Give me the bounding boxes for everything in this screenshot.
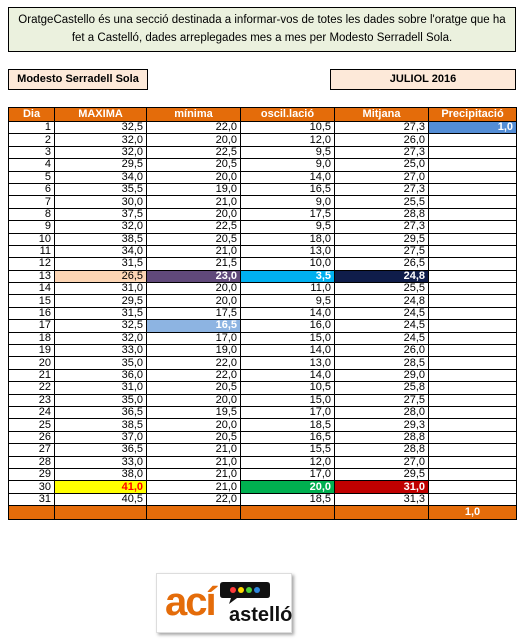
cell-max: 32,0 — [55, 146, 147, 158]
cell-precipitation — [429, 394, 517, 406]
cell-max: 33,0 — [55, 345, 147, 357]
cell-min: 20,0 — [147, 134, 241, 146]
cell-oscillation: 16,5 — [241, 431, 335, 443]
cell-precipitation: 1,0 — [429, 122, 517, 134]
cell-mean: 25,8 — [335, 382, 429, 394]
table-row — [9, 357, 517, 369]
cell-day: 6 — [9, 183, 55, 195]
totals-blank — [147, 506, 241, 520]
cell-mean: 27,0 — [335, 171, 429, 183]
cell-oscillation: 15,0 — [241, 332, 335, 344]
cell-mean: 25,0 — [335, 159, 429, 171]
cell-precipitation — [429, 320, 517, 332]
cell-oscillation: 9,5 — [241, 295, 335, 307]
cell-min: 22,0 — [147, 369, 241, 381]
cell-precipitation — [429, 431, 517, 443]
cell-day: 12 — [9, 258, 55, 270]
table-row — [9, 382, 517, 394]
cell-min: 17,0 — [147, 332, 241, 344]
cell-max: 31,0 — [55, 382, 147, 394]
cell-max: 40,5 — [55, 493, 147, 505]
cell-precipitation — [429, 332, 517, 344]
cell-max: 29,5 — [55, 295, 147, 307]
cell-min: 20,5 — [147, 382, 241, 394]
table-row — [9, 233, 517, 245]
cell-max: 31,5 — [55, 258, 147, 270]
table-row — [9, 444, 517, 456]
cell-precipitation — [429, 406, 517, 418]
cell-mean: 29,5 — [335, 468, 429, 480]
table-row — [9, 468, 517, 480]
cell-precipitation — [429, 283, 517, 295]
cell-oscillation: 18,0 — [241, 233, 335, 245]
cell-min: 19,5 — [147, 406, 241, 418]
cell-min: 21,5 — [147, 258, 241, 270]
cell-min: 20,5 — [147, 159, 241, 171]
cell-day: 20 — [9, 357, 55, 369]
cell-min: 20,0 — [147, 283, 241, 295]
cell-precipitation — [429, 146, 517, 158]
table-row — [9, 245, 517, 257]
cell-day: 4 — [9, 159, 55, 171]
cell-precipitation — [429, 345, 517, 357]
cell-min: 19,0 — [147, 345, 241, 357]
cell-day: 11 — [9, 245, 55, 257]
header-minima: mínima — [147, 108, 241, 122]
cell-oscillation: 9,5 — [241, 146, 335, 158]
totals-blank — [335, 506, 429, 520]
cell-min: 20,5 — [147, 431, 241, 443]
cell-max: 33,0 — [55, 456, 147, 468]
cell-mean: 24,5 — [335, 332, 429, 344]
header-row — [9, 108, 517, 122]
speech-bubble-icon — [219, 580, 271, 606]
cell-oscillation: 12,0 — [241, 456, 335, 468]
cell-mean: 24,5 — [335, 320, 429, 332]
cell-mean: 29,5 — [335, 233, 429, 245]
totals-blank — [9, 506, 55, 520]
cell-day: 2 — [9, 134, 55, 146]
cell-day: 5 — [9, 171, 55, 183]
table-row — [9, 332, 517, 344]
cell-max: 30,0 — [55, 196, 147, 208]
cell-day: 9 — [9, 221, 55, 233]
cell-max: 36,0 — [55, 369, 147, 381]
cell-mean: 26,5 — [335, 258, 429, 270]
cell-mean: 26,0 — [335, 345, 429, 357]
intro-text: OratgeCastello és una secció destinada a informar-vos de totes les dades sobre l'oratge que ha fet a Castelló, dades arreplegades mes a mes per Modesto Serradell Sola. — [8, 7, 516, 52]
cell-max: 38,5 — [55, 233, 147, 245]
table-row — [9, 419, 517, 431]
cell-max: 41,0 — [55, 481, 147, 493]
cell-oscillation: 17,5 — [241, 208, 335, 220]
cell-oscillation: 20,0 — [241, 481, 335, 493]
totals-blank — [241, 506, 335, 520]
cell-precipitation — [429, 171, 517, 183]
cell-max: 31,5 — [55, 307, 147, 319]
cell-max: 32,0 — [55, 221, 147, 233]
cell-max: 36,5 — [55, 406, 147, 418]
total-precipitation: 1,0 — [429, 506, 517, 520]
cell-min: 22,5 — [147, 146, 241, 158]
cell-min: 20,0 — [147, 419, 241, 431]
cell-mean: 24,8 — [335, 270, 429, 282]
cell-min: 20,0 — [147, 295, 241, 307]
cell-min: 21,0 — [147, 468, 241, 480]
logo-text-castello: astelló — [229, 604, 293, 626]
cell-day: 21 — [9, 369, 55, 381]
cell-precipitation — [429, 233, 517, 245]
cell-oscillation: 14,0 — [241, 369, 335, 381]
cell-precipitation — [429, 196, 517, 208]
cell-day: 14 — [9, 283, 55, 295]
cell-max: 37,0 — [55, 431, 147, 443]
table-row — [9, 122, 517, 134]
cell-mean: 25,5 — [335, 196, 429, 208]
cell-precipitation — [429, 481, 517, 493]
cell-mean: 28,8 — [335, 444, 429, 456]
cell-oscillation: 10,0 — [241, 258, 335, 270]
cell-mean: 29,0 — [335, 369, 429, 381]
cell-min: 20,0 — [147, 208, 241, 220]
cell-max: 32,0 — [55, 134, 147, 146]
cell-precipitation — [429, 270, 517, 282]
cell-precipitation — [429, 208, 517, 220]
author-label: Modesto Serradell Sola — [8, 69, 148, 90]
cell-mean: 27,3 — [335, 146, 429, 158]
cell-mean: 31,0 — [335, 481, 429, 493]
header-dia: Dia — [9, 108, 55, 122]
cell-min: 22,5 — [147, 221, 241, 233]
cell-max: 34,0 — [55, 171, 147, 183]
cell-oscillation: 15,5 — [241, 444, 335, 456]
table-row — [9, 196, 517, 208]
logo-text-aci: ací — [165, 580, 215, 624]
cell-day: 1 — [9, 122, 55, 134]
cell-min: 16,5 — [147, 320, 241, 332]
table-row — [9, 183, 517, 195]
cell-max: 32,5 — [55, 320, 147, 332]
cell-precipitation — [429, 245, 517, 257]
cell-oscillation: 10,5 — [241, 122, 335, 134]
cell-precipitation — [429, 134, 517, 146]
cell-day: 19 — [9, 345, 55, 357]
cell-day: 8 — [9, 208, 55, 220]
cell-day: 10 — [9, 233, 55, 245]
cell-oscillation: 17,0 — [241, 406, 335, 418]
cell-day: 29 — [9, 468, 55, 480]
cell-mean: 28,5 — [335, 357, 429, 369]
table-row — [9, 481, 517, 493]
castello-logo — [156, 573, 292, 633]
cell-min: 20,0 — [147, 171, 241, 183]
cell-precipitation — [429, 382, 517, 394]
table-row — [9, 270, 517, 282]
cell-mean: 27,0 — [335, 456, 429, 468]
cell-day: 13 — [9, 270, 55, 282]
cell-max: 31,0 — [55, 283, 147, 295]
table-row — [9, 394, 517, 406]
table-row — [9, 171, 517, 183]
table-row — [9, 258, 517, 270]
cell-precipitation — [429, 258, 517, 270]
cell-max: 38,5 — [55, 419, 147, 431]
cell-min: 23,0 — [147, 270, 241, 282]
cell-day: 25 — [9, 419, 55, 431]
cell-precipitation — [429, 221, 517, 233]
cell-max: 32,5 — [55, 122, 147, 134]
cell-oscillation: 16,0 — [241, 320, 335, 332]
totals-row — [9, 506, 517, 520]
cell-precipitation — [429, 369, 517, 381]
cell-precipitation — [429, 357, 517, 369]
cell-day: 30 — [9, 481, 55, 493]
cell-max: 37,5 — [55, 208, 147, 220]
cell-mean: 27,5 — [335, 394, 429, 406]
cell-oscillation: 10,5 — [241, 382, 335, 394]
cell-day: 16 — [9, 307, 55, 319]
cell-oscillation: 9,0 — [241, 159, 335, 171]
cell-precipitation — [429, 456, 517, 468]
cell-day: 22 — [9, 382, 55, 394]
cell-mean: 28,0 — [335, 406, 429, 418]
cell-min: 21,0 — [147, 444, 241, 456]
table-row — [9, 320, 517, 332]
cell-precipitation — [429, 493, 517, 505]
table-row — [9, 345, 517, 357]
cell-oscillation: 14,0 — [241, 307, 335, 319]
cell-min: 21,0 — [147, 456, 241, 468]
table-row — [9, 208, 517, 220]
cell-mean: 25,5 — [335, 283, 429, 295]
table-row — [9, 369, 517, 381]
cell-mean: 28,8 — [335, 431, 429, 443]
cell-oscillation: 12,0 — [241, 134, 335, 146]
cell-oscillation: 13,0 — [241, 357, 335, 369]
table-row — [9, 221, 517, 233]
cell-mean: 26,0 — [335, 134, 429, 146]
cell-day: 15 — [9, 295, 55, 307]
cell-mean: 27,5 — [335, 245, 429, 257]
cell-max: 38,0 — [55, 468, 147, 480]
cell-min: 22,0 — [147, 122, 241, 134]
cell-max: 34,0 — [55, 245, 147, 257]
cell-min: 17,5 — [147, 307, 241, 319]
cell-day: 27 — [9, 444, 55, 456]
table-row — [9, 134, 517, 146]
cell-mean: 31,3 — [335, 493, 429, 505]
cell-max: 35,0 — [55, 357, 147, 369]
cell-oscillation: 14,0 — [241, 345, 335, 357]
cell-precipitation — [429, 468, 517, 480]
table-row — [9, 295, 517, 307]
cell-max: 35,5 — [55, 183, 147, 195]
table-row — [9, 431, 517, 443]
cell-day: 24 — [9, 406, 55, 418]
header-mitjana: Mitjana — [335, 108, 429, 122]
cell-day: 7 — [9, 196, 55, 208]
cell-precipitation — [429, 419, 517, 431]
cell-day: 3 — [9, 146, 55, 158]
cell-oscillation: 18,5 — [241, 419, 335, 431]
cell-oscillation: 16,5 — [241, 183, 335, 195]
cell-min: 22,0 — [147, 493, 241, 505]
cell-oscillation: 9,5 — [241, 221, 335, 233]
cell-precipitation — [429, 295, 517, 307]
cell-oscillation: 11,0 — [241, 283, 335, 295]
table-row — [9, 406, 517, 418]
cell-oscillation: 13,0 — [241, 245, 335, 257]
cell-oscillation: 14,0 — [241, 171, 335, 183]
cell-oscillation: 17,0 — [241, 468, 335, 480]
table-row — [9, 456, 517, 468]
cell-min: 19,0 — [147, 183, 241, 195]
cell-mean: 28,8 — [335, 208, 429, 220]
header-oscillacio: oscil.lació — [241, 108, 335, 122]
cell-day: 28 — [9, 456, 55, 468]
cell-oscillation: 15,0 — [241, 394, 335, 406]
cell-mean: 27,3 — [335, 122, 429, 134]
cell-max: 29,5 — [55, 159, 147, 171]
cell-min: 21,0 — [147, 245, 241, 257]
cell-min: 21,0 — [147, 481, 241, 493]
cell-min: 20,5 — [147, 233, 241, 245]
table-row — [9, 159, 517, 171]
cell-min: 21,0 — [147, 196, 241, 208]
table-row — [9, 493, 517, 505]
cell-mean: 24,5 — [335, 307, 429, 319]
header-maxima: MAXIMA — [55, 108, 147, 122]
month-label: JULIOL 2016 — [330, 69, 516, 90]
table-row — [9, 283, 517, 295]
cell-mean: 29,3 — [335, 419, 429, 431]
table-row — [9, 307, 517, 319]
totals-blank — [55, 506, 147, 520]
cell-day: 31 — [9, 493, 55, 505]
cell-day: 26 — [9, 431, 55, 443]
cell-max: 26,5 — [55, 270, 147, 282]
header-precipitacio: Precipitació — [429, 108, 517, 122]
cell-max: 35,0 — [55, 394, 147, 406]
table-row — [9, 146, 517, 158]
cell-min: 22,0 — [147, 357, 241, 369]
cell-oscillation: 18,5 — [241, 493, 335, 505]
cell-mean: 27,3 — [335, 183, 429, 195]
cell-precipitation — [429, 183, 517, 195]
cell-oscillation: 9,0 — [241, 196, 335, 208]
cell-precipitation — [429, 307, 517, 319]
cell-max: 32,0 — [55, 332, 147, 344]
cell-day: 18 — [9, 332, 55, 344]
weather-table — [8, 107, 517, 520]
cell-day: 17 — [9, 320, 55, 332]
cell-mean: 24,8 — [335, 295, 429, 307]
cell-day: 23 — [9, 394, 55, 406]
cell-max: 36,5 — [55, 444, 147, 456]
cell-min: 20,0 — [147, 394, 241, 406]
cell-precipitation — [429, 444, 517, 456]
cell-oscillation: 3,5 — [241, 270, 335, 282]
cell-precipitation — [429, 159, 517, 171]
cell-mean: 27,3 — [335, 221, 429, 233]
